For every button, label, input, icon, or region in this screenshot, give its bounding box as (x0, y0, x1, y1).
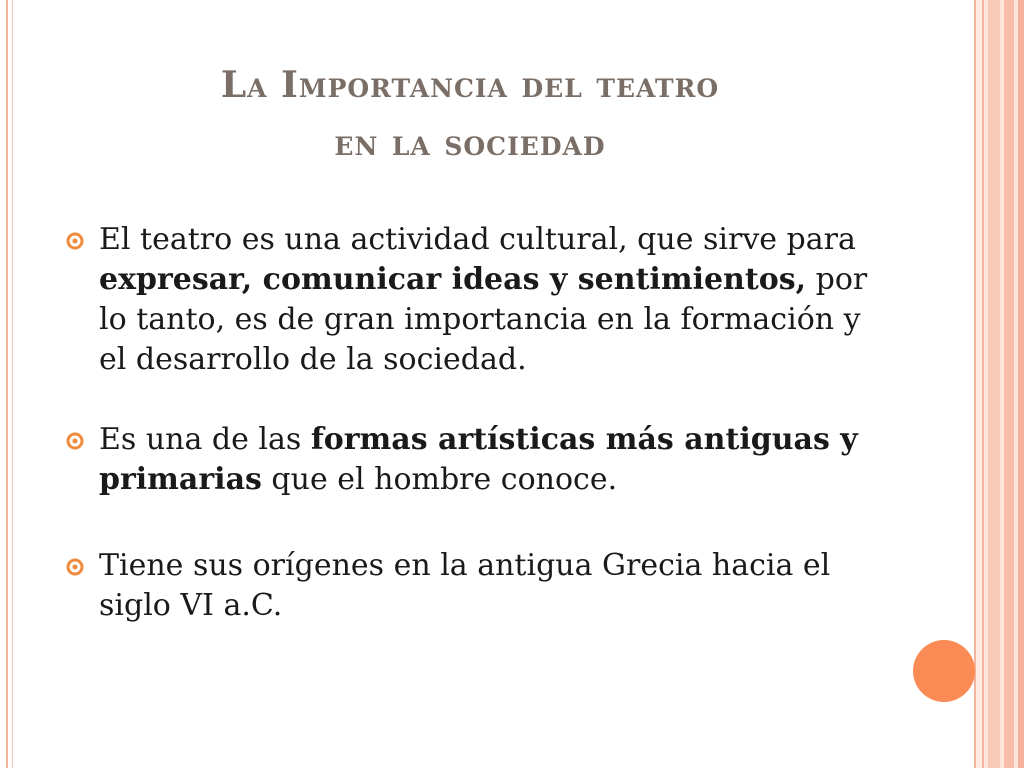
bullet-text (99, 422, 858, 497)
bullet-text-part: Es una de las (99, 422, 311, 457)
bullet-text (99, 222, 867, 377)
bullet-text-part: El teatro es una actividad cultural, que sirve para (99, 222, 856, 257)
bullet-item (66, 420, 886, 500)
left-border-line-inner (12, 0, 13, 768)
bullet-text-bold: formas artísticas más antiguas y primarias (99, 422, 858, 497)
bullet-text-part: Tiene sus orígenes en la antigua Grecia hacia el siglo VI a.C. (99, 548, 831, 623)
bullet-text-part: por lo tanto, es de gran importancia en la formación y el desarrollo de la sociedad. (99, 262, 868, 377)
stripe (1018, 0, 1024, 768)
bullet-item (66, 546, 886, 626)
left-border-line (6, 0, 8, 768)
stripe (988, 0, 1000, 768)
right-border-stripes (974, 0, 1024, 768)
bullet-text-part: que el hombre conoce. (261, 462, 618, 497)
title-line-1: La Importancia del teatro (220, 64, 720, 106)
circle-bullet-icon (66, 432, 84, 450)
stripe (1004, 0, 1014, 768)
title-line-2: en la sociedad (334, 122, 606, 164)
bullet-list (66, 220, 886, 626)
bullet-text-bold: expresar, comunicar ideas y sentimientos, (99, 262, 807, 297)
circle-bullet-icon (66, 232, 84, 250)
circle-bullet-icon (66, 558, 84, 576)
bullet-item (66, 220, 886, 380)
bullet-text (99, 548, 830, 623)
orange-circle-decoration (913, 640, 975, 702)
slide-title (120, 56, 820, 172)
